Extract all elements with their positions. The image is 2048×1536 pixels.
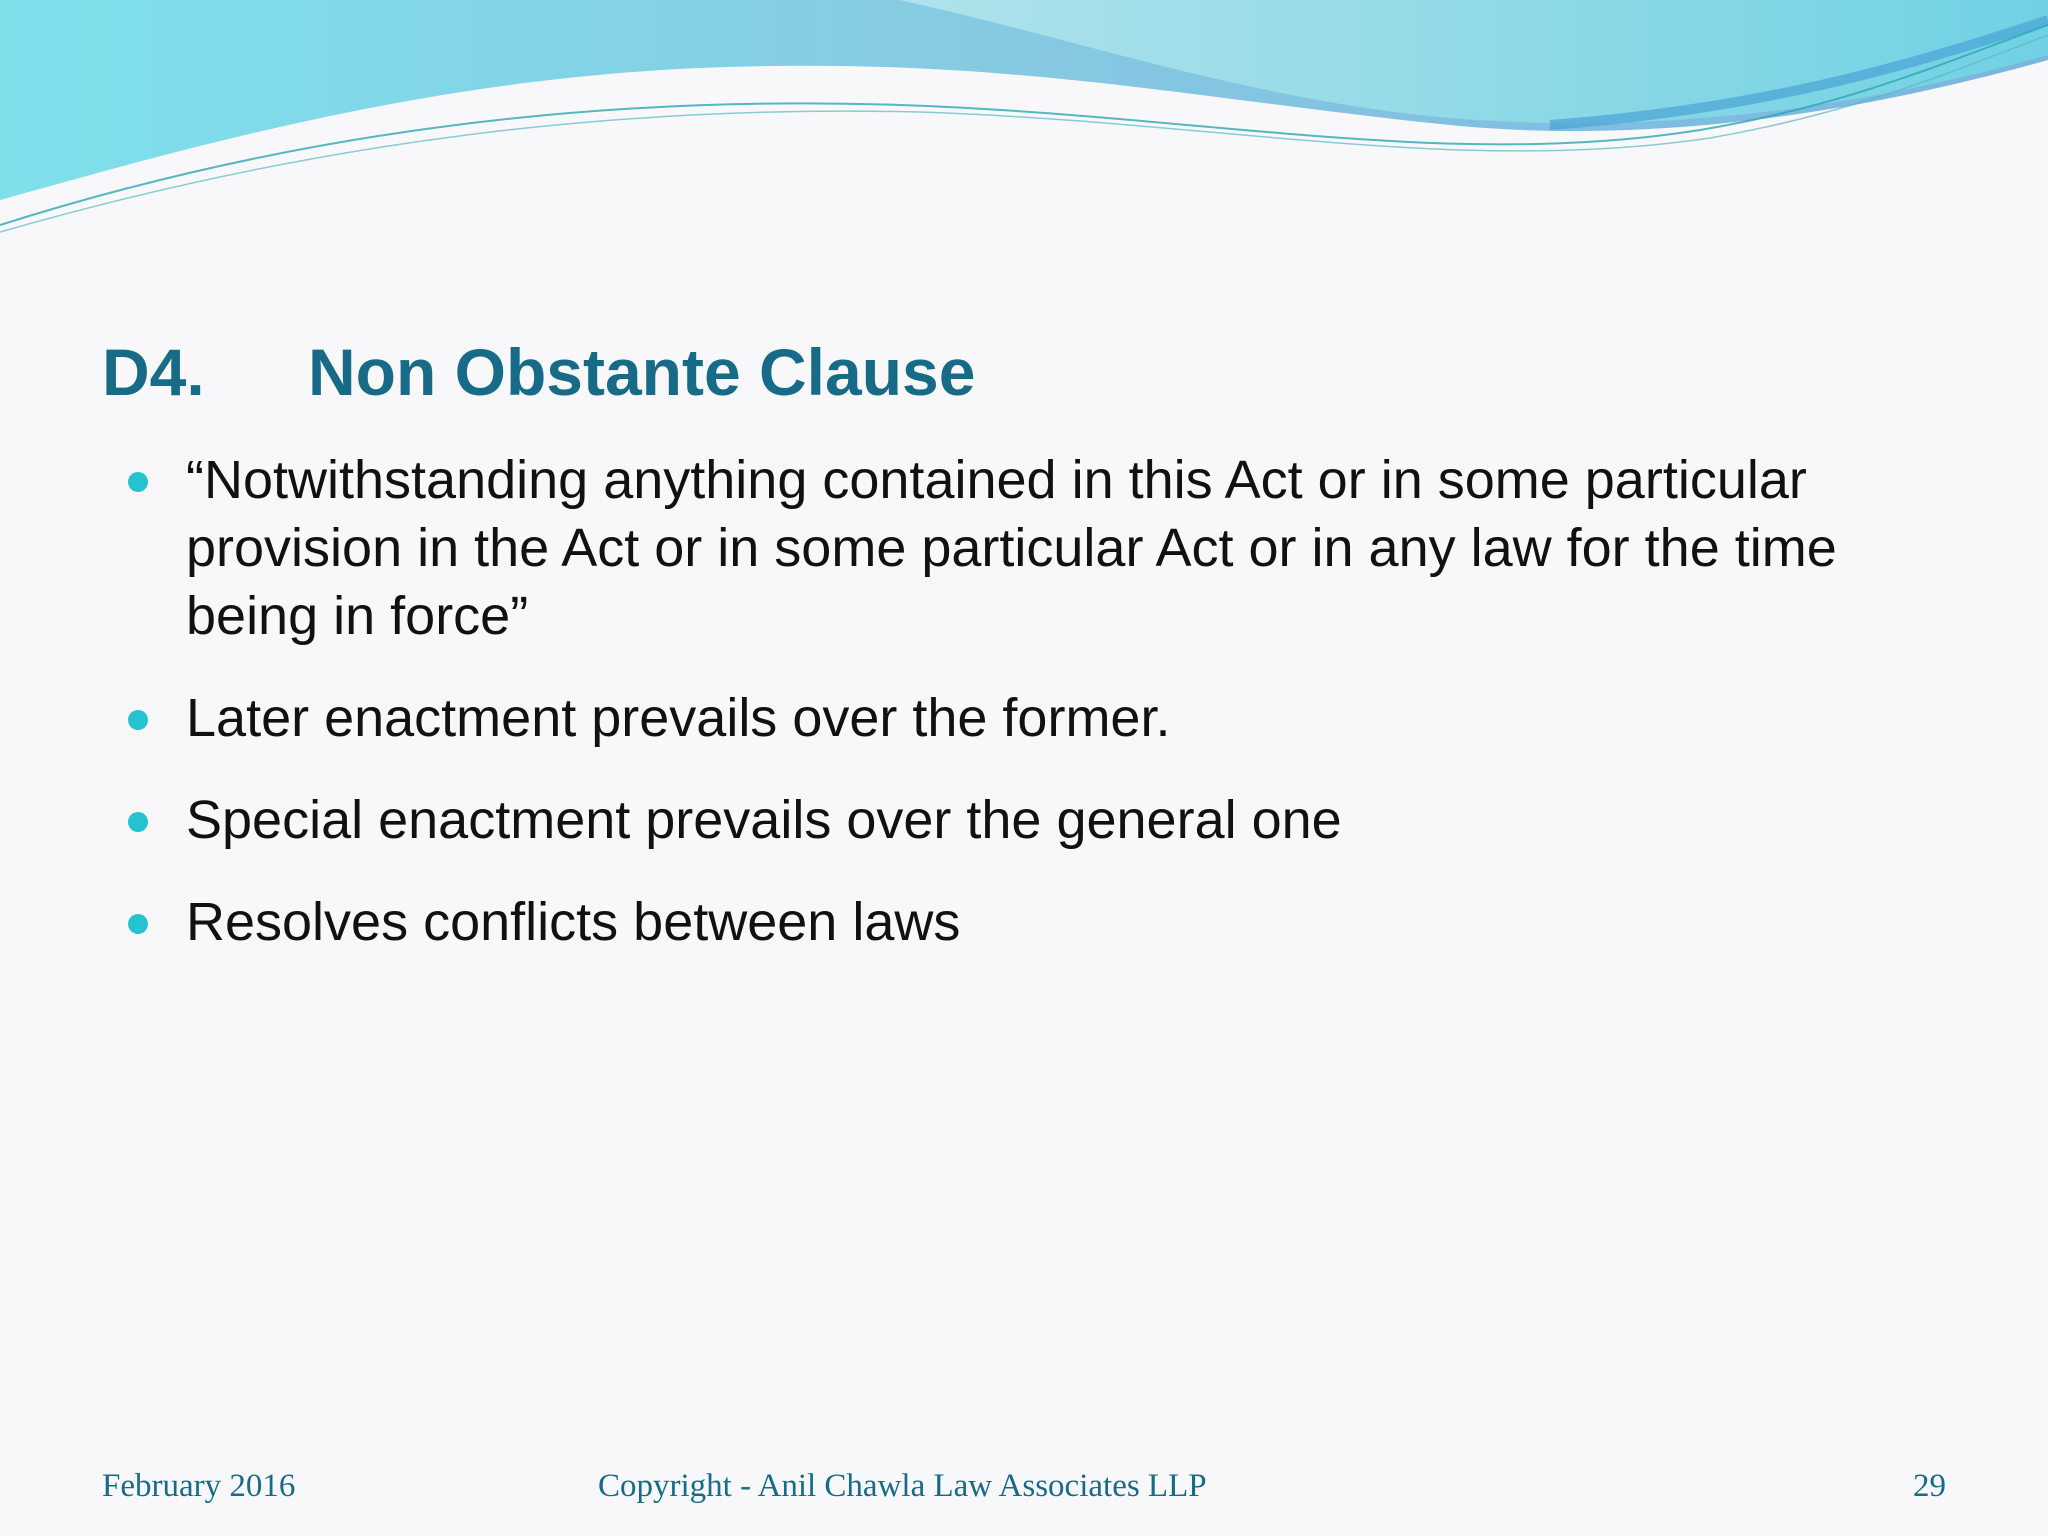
- header-wave-decoration: [0, 0, 2048, 240]
- footer-page-number: 29: [1913, 1468, 1946, 1504]
- bullet-text: “Notwithstanding anything contained in this Act or in some particular provision in the Act or in some particular Act or in any law for the time being in force”: [186, 450, 1837, 646]
- bullet-text: Special enactment prevails over the general one: [186, 790, 1342, 850]
- bullet-dot-icon: [128, 812, 148, 832]
- slide-title-number: D4.: [102, 335, 205, 409]
- slide-title: [102, 332, 975, 412]
- bullet-item: [128, 786, 1948, 854]
- bullet-list: [128, 446, 1948, 990]
- bullet-text: Later enactment prevails over the former.: [186, 688, 1171, 748]
- slide-title-text: Non Obstante Clause: [308, 335, 976, 409]
- bullet-dot-icon: [128, 472, 148, 492]
- footer-copyright: Copyright - Anil Chawla Law Associates LLP: [598, 1468, 1207, 1504]
- bullet-item: [128, 684, 1948, 752]
- bullet-text: Resolves conflicts between laws: [186, 892, 961, 952]
- bullet-item: [128, 446, 1948, 650]
- bullet-dot-icon: [128, 710, 148, 730]
- bullet-dot-icon: [128, 914, 148, 934]
- bullet-item: [128, 888, 1948, 956]
- footer-date: February 2016: [102, 1468, 296, 1504]
